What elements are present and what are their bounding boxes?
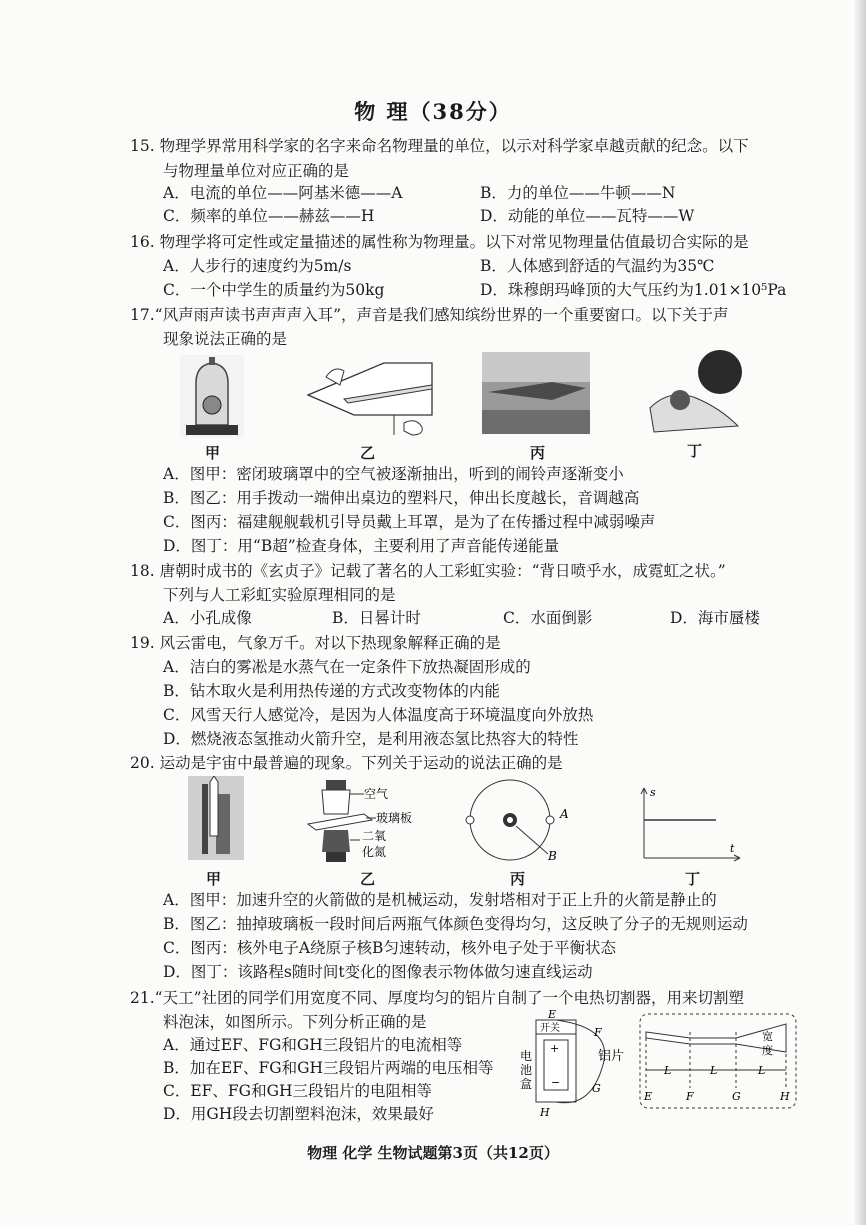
label-l2: L bbox=[710, 1064, 718, 1077]
label-h2: H bbox=[780, 1090, 790, 1103]
q20-stem-line1: 20. 运动是宇宙中最普遍的现象。下列关于运动的说法正确的是 bbox=[130, 754, 563, 772]
label-g: G bbox=[592, 1082, 601, 1095]
label-e2: E bbox=[644, 1090, 653, 1103]
q15-option-c: C．频率的单位——赫兹——H bbox=[163, 207, 375, 225]
label-width-2: 度 bbox=[762, 1044, 773, 1057]
label-switch: 开关 bbox=[540, 1023, 560, 1034]
q15-stem-line1: 15. 物理学界常用科学家的名字来命名物理量的单位，以示对科学家卓越贡献的纪念。以下 bbox=[130, 137, 749, 155]
label-plus: + bbox=[550, 1042, 560, 1055]
q19-option-b: B．钻木取火是利用热传递的方式改变物体的内能 bbox=[163, 682, 500, 700]
q16-option-d: D．珠穆朗玛峰顶的大气压约为1.01×10⁵Pa bbox=[480, 281, 787, 299]
q17-option-a: A．图甲：密闭玻璃罩中的空气被逐渐抽出，听到的闹铃声逐渐变小 bbox=[163, 465, 624, 483]
q19-option-c: C．风雪天行人感觉冷，是因为人体温度高于环境温度向外放热 bbox=[163, 706, 594, 724]
q20-caption-bing: 丙 bbox=[510, 870, 526, 888]
atom-orbit-diagram bbox=[460, 776, 576, 862]
q16-stem-line1: 16. 物理学将可定性或定量描述的属性称为物理量。以下对常见物理量估值最切合实际的是 bbox=[130, 233, 749, 251]
page-edge bbox=[852, 0, 866, 1225]
q15-option-b: B．力的单位——牛顿——N bbox=[480, 184, 676, 202]
q15-stem-line2: 与物理量单位对应正确的是 bbox=[163, 162, 350, 180]
carrier-jet-image bbox=[482, 352, 590, 434]
q17-stem-line2: 现象说法正确的是 bbox=[163, 330, 288, 348]
q21-option-d: D．用GH段去切割塑料泡沫，效果最好 bbox=[163, 1105, 434, 1123]
page-footer: 物理 化学 生物试题第3页（共12页） bbox=[307, 1144, 559, 1162]
label-h: H bbox=[540, 1106, 550, 1119]
q21-option-c: C．EF、FG和GH三段铝片的电阻相等 bbox=[163, 1082, 432, 1100]
q15-option-a: A．电流的单位——阿基米德——A bbox=[163, 184, 403, 202]
q20-option-b: B．图乙：抽掉玻璃板一段时间后两瓶气体颜色变得均匀，这反映了分子的无规则运动 bbox=[163, 915, 748, 933]
label-l3: L bbox=[758, 1064, 766, 1077]
q21-option-b: B．加在EF、FG和GH三段铝片两端的电压相等 bbox=[163, 1059, 494, 1077]
q18-option-a: A．小孔成像 bbox=[163, 609, 252, 627]
label-battery-3: 盒 bbox=[520, 1077, 533, 1091]
q15-option-d: D．动能的单位——瓦特——W bbox=[480, 207, 695, 225]
label-f: F bbox=[594, 1026, 602, 1039]
q17-caption-jia: 甲 bbox=[205, 444, 221, 462]
label-g2: G bbox=[732, 1090, 741, 1103]
q20-option-a: A．图甲：加速升空的火箭做的是机械运动，发射塔相对于正上升的火箭是静止的 bbox=[163, 891, 717, 909]
q16-option-b: B．人体感到舒适的气温约为35℃ bbox=[480, 257, 715, 275]
label-width-1: 宽 bbox=[762, 1030, 773, 1043]
q20-caption-jia: 甲 bbox=[206, 870, 222, 888]
label-l1: L bbox=[664, 1064, 672, 1077]
label-minus: − bbox=[551, 1076, 561, 1089]
q19-option-a: A．洁白的雾凇是水蒸气在一定条件下放热凝固形成的 bbox=[163, 658, 531, 676]
label-electron-a: A bbox=[560, 807, 569, 821]
q20-caption-yi: 乙 bbox=[360, 870, 376, 888]
q16-option-a: A．人步行的速度约为5m/s bbox=[163, 257, 352, 275]
q20-option-d: D．图丁：该路程s随时间t变化的图像表示物体做匀速直线运动 bbox=[163, 963, 593, 981]
label-f2: F bbox=[686, 1090, 694, 1103]
q20-option-c: C．图丙：核外电子A绕原子核B匀速转动，核外电子处于平衡状态 bbox=[163, 939, 616, 957]
q21-stem-line2: 料泡沫，如图所示。下列分析正确的是 bbox=[163, 1013, 427, 1031]
ultrasound-image bbox=[640, 348, 744, 436]
q16-option-c: C．一个中学生的质量约为50kg bbox=[163, 281, 385, 299]
label-nucleus-b: B bbox=[548, 849, 557, 862]
ruler-on-table-image bbox=[304, 355, 436, 437]
gas-diffusion-diagram bbox=[304, 778, 424, 868]
q21-option-a: A．通过EF、FG和GH三段铝片的电流相等 bbox=[163, 1036, 463, 1054]
heat-cutter-diagram bbox=[506, 1008, 802, 1134]
label-no2-1: 二氧 bbox=[362, 829, 387, 843]
q18-stem-line2: 下列与人工彩虹实验原理相同的是 bbox=[163, 586, 396, 604]
q19-stem-line1: 19. 风云雷电，气象万千。对以下热现象解释正确的是 bbox=[130, 634, 501, 652]
q18-option-b: B．日晷计时 bbox=[332, 609, 421, 627]
q17-caption-bing: 丙 bbox=[530, 444, 546, 462]
q18-stem-line1: 18. 唐朝时成书的《玄贞子》记载了著名的人工彩虹实验：“背日喷乎水，成霓虹之状。” bbox=[130, 562, 726, 580]
q21-stem-line1: 21.“天工”社团的同学们用宽度不同、厚度均匀的铝片自制了一个电热切割器，用来切割塑 bbox=[130, 989, 745, 1007]
q17-caption-ding: 丁 bbox=[687, 442, 703, 460]
rocket-image bbox=[188, 776, 244, 860]
label-battery-1: 电 bbox=[520, 1049, 533, 1063]
label-air: 空气 bbox=[364, 787, 389, 801]
q18-option-d: D．海市蜃楼 bbox=[670, 609, 760, 627]
label-s-axis: s bbox=[650, 786, 656, 799]
q17-option-b: B．图乙：用手拨动一端伸出桌边的塑料尺，伸出长度越长，音调越高 bbox=[163, 489, 640, 507]
label-e: E bbox=[548, 1008, 557, 1021]
q17-option-c: C．图丙：福建舰舰载机引导员戴上耳罩，是为了在传播过程中减弱噪声 bbox=[163, 513, 656, 531]
label-no2-2: 化氮 bbox=[362, 845, 387, 859]
bell-jar-image bbox=[180, 355, 244, 437]
q17-stem-line1: 17.“风声雨声读书声声声入耳”，声音是我们感知缤纷世界的一个重要窗口。以下关于声 bbox=[130, 306, 729, 324]
section-title: 物 理（38分） bbox=[354, 99, 512, 124]
s-t-graph bbox=[636, 782, 744, 862]
q20-caption-ding: 丁 bbox=[685, 870, 701, 888]
q17-caption-yi: 乙 bbox=[360, 444, 376, 462]
label-foil: 铝片 bbox=[598, 1049, 625, 1064]
q18-option-c: C．水面倒影 bbox=[503, 609, 593, 627]
q17-option-d: D．图丁：用“B超”检查身体，主要利用了声音能传递能量 bbox=[163, 537, 560, 555]
label-battery-2: 池 bbox=[520, 1063, 533, 1077]
q19-option-d: D．燃烧液态氢推动火箭升空，是利用液态氢比热容大的特性 bbox=[163, 730, 579, 748]
label-glass: 玻璃板 bbox=[376, 811, 413, 825]
label-t-axis: t bbox=[730, 842, 735, 855]
